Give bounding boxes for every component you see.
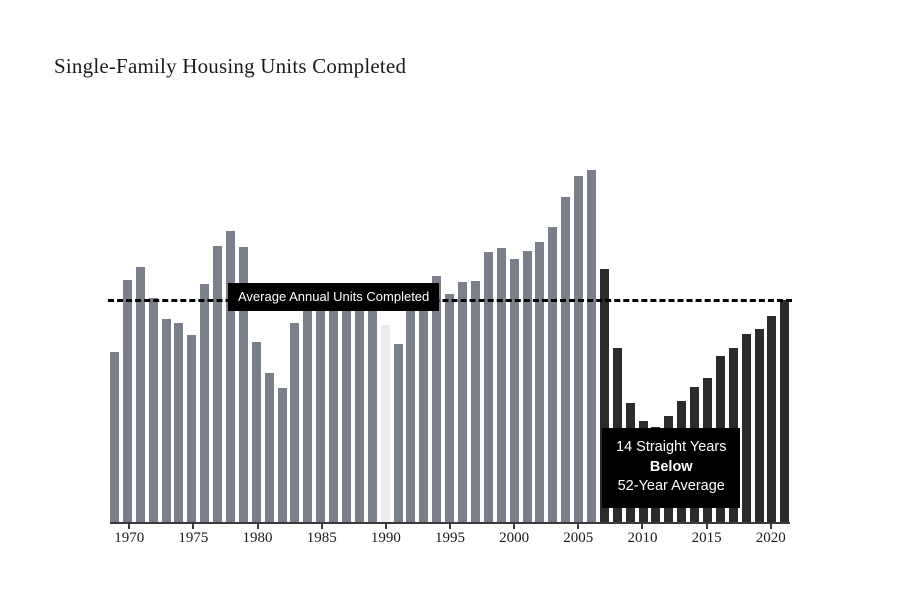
x-tick-2000	[513, 522, 515, 529]
bar-1991	[394, 344, 403, 522]
x-tick-1970	[128, 522, 130, 529]
callout-line-3: 52-Year Average	[617, 478, 725, 495]
bar-2021	[780, 300, 789, 522]
x-tick-2005	[577, 522, 579, 529]
bar-1999	[497, 248, 506, 522]
page-title: Single-Family Housing Units Completed	[54, 54, 407, 78]
bar-1990	[381, 325, 390, 522]
bar-1985	[316, 295, 325, 522]
x-tick-2020	[770, 522, 772, 529]
plot-area	[110, 140, 790, 522]
bar-1980	[252, 342, 261, 522]
bar-1997	[471, 281, 480, 522]
x-tick-label-2010: 2010	[627, 530, 658, 546]
bar-2002	[535, 242, 544, 522]
x-tick-label-1970: 1970	[114, 530, 145, 546]
x-tick-label-2015: 2015	[691, 530, 722, 546]
bar-1995	[445, 294, 454, 522]
x-tick-label-1990: 1990	[370, 530, 401, 546]
x-tick-label-1985: 1985	[306, 530, 337, 546]
bar-1984	[303, 303, 312, 522]
x-tick-2015	[706, 522, 708, 529]
bar-1981	[265, 373, 274, 522]
bar-2005	[574, 176, 583, 522]
bar-2019	[755, 329, 764, 522]
x-tick-label-2020: 2020	[755, 530, 786, 546]
x-tick-1985	[321, 522, 323, 529]
bar-2001	[523, 251, 532, 522]
bar-1992	[406, 303, 415, 522]
bar-1974	[174, 323, 183, 522]
bar-1969	[110, 352, 119, 522]
bar-1970	[123, 280, 132, 522]
x-tick-1980	[257, 522, 259, 529]
bar-1975	[187, 335, 196, 522]
bar-1977	[213, 246, 222, 522]
bar-1996	[458, 282, 467, 522]
bar-1998	[484, 252, 493, 522]
x-tick-2010	[641, 522, 643, 529]
bar-1988	[355, 292, 364, 522]
bar-1972	[149, 298, 158, 522]
x-tick-label-2005: 2005	[563, 530, 594, 546]
bar-2003	[548, 227, 557, 522]
callout-line-2: Below	[649, 458, 693, 475]
bar-1994	[432, 276, 441, 522]
x-tick-1995	[449, 522, 451, 529]
bar-1976	[200, 284, 209, 522]
x-tick-label-1995: 1995	[435, 530, 465, 546]
bar-1989	[368, 310, 377, 522]
x-tick-1990	[385, 522, 387, 529]
bar-1978	[226, 231, 235, 522]
x-tick-label-1975: 1975	[178, 530, 209, 546]
bar-1993	[419, 302, 428, 522]
x-tick-label-1980: 1980	[242, 530, 273, 546]
average-line-label: Average Annual Units Completed	[228, 283, 439, 311]
bar-1973	[162, 319, 171, 522]
bar-1986	[329, 284, 338, 522]
bar-1982	[278, 388, 287, 522]
bar-2018	[742, 334, 751, 522]
bar-2020	[767, 316, 776, 522]
bar-2000	[510, 259, 519, 522]
bar-2004	[561, 197, 570, 522]
callout-line-1: 14 Straight Years	[616, 439, 727, 455]
x-tick-label-2000: 2000	[499, 530, 530, 546]
bar-1987	[342, 283, 351, 522]
below-average-callout	[602, 428, 740, 508]
bar-1983	[290, 323, 299, 522]
bar-2006	[587, 170, 596, 522]
x-tick-1975	[192, 522, 194, 529]
bar-1971	[136, 267, 145, 522]
